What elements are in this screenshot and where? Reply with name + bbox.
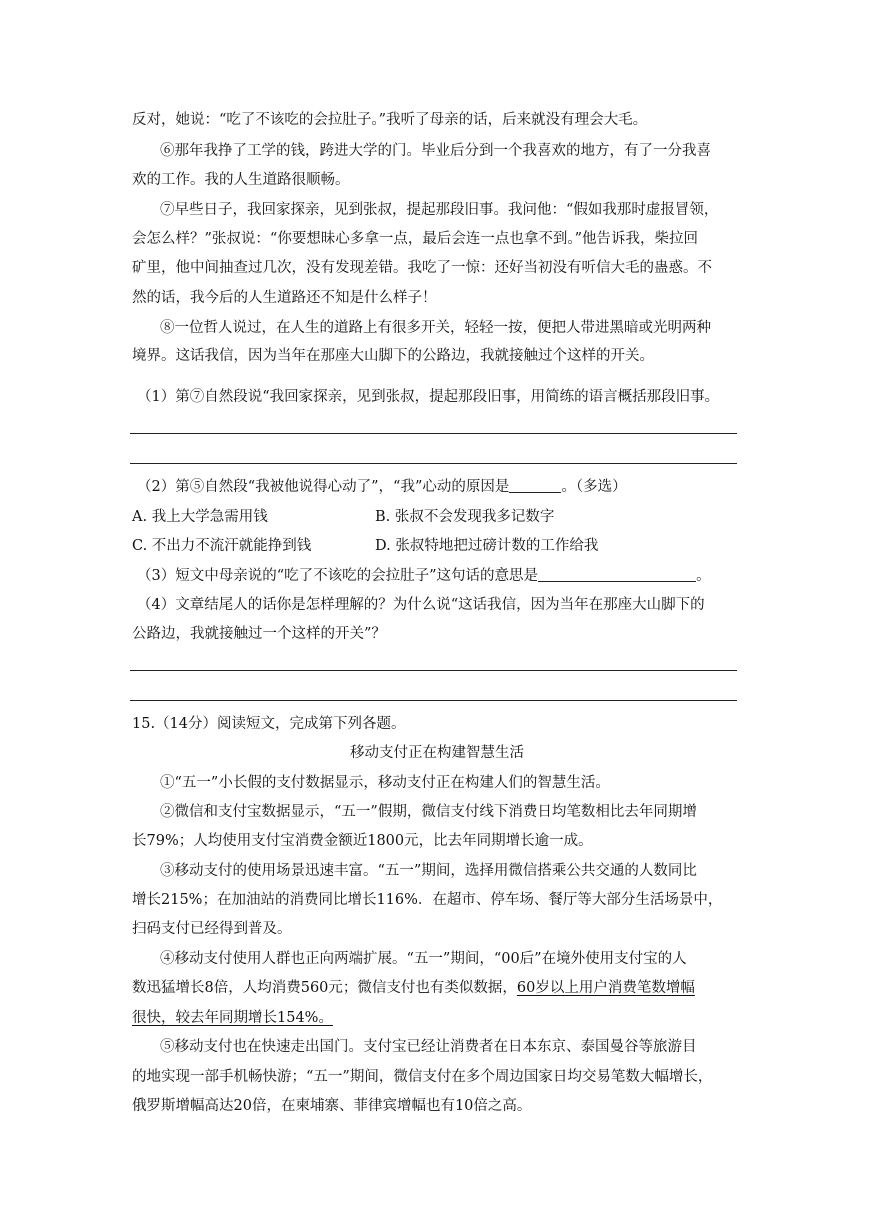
question-4-cont: 公路边，我就接触过一个这样的开关”？ [132,626,386,642]
answer-line-1a[interactable] [130,433,737,434]
paragraph-2-cont: 长79%；人均使用支付宝消费金额近1800元，比去年同期增长逾一成。 [132,833,593,849]
passage-line: 欢的工作。我的人生道路很顺畅。 [132,172,350,188]
paragraph-4-text: 数迅猛增长8倍，人均消费560元；微信支付也有类似数据， [132,980,517,996]
paragraph-3-cont: 扫码支付已经得到普及。 [132,921,292,937]
question-15-header: 15.（14分）阅读短文，完成第下列各题。 [132,716,406,732]
article-title: 移动支付正在构建智慧生活 [350,745,524,761]
question-2-suffix: 。（多选） [561,479,627,495]
paragraph-3-cont: 增长215%；在加油站的消费同比增长116%．在超市、停车场、餐厅等大部分生活场景中， [132,892,723,908]
option-b: B. 张叔不会发现我多记数字 [375,509,555,525]
question-1: （1）第⑦自然段说“我回家探亲，见到张叔，提起那段旧事，用简练的语言概括那段旧事。 [137,389,720,405]
answer-line-4b[interactable] [130,700,737,701]
paragraph-4: ④移动支付使用人群也正向两端扩展。“五一”期间，“00后”在境外使用支付宝的人 [160,951,687,967]
paragraph-7: ⑦早些日子，我回家探亲，见到张叔，提起那段旧事。我问他：“假如我那时虚报冒领， [160,202,719,218]
paragraph-5-cont: 俄罗斯增幅高达20倍，在柬埔寨、菲律宾增幅也有10倍之高。 [132,1098,532,1114]
passage-line: 矿里，他中间抽查过几次，没有发现差错。我吃了一惊：还好当初没有听信大毛的蛊惑。不 [132,260,712,276]
question-2 [137,477,742,497]
question-4: （4）文章结尾人的话你是怎样理解的？为什么说“这话我信，因为当年在那座大山脚下的 [137,597,705,613]
underlined-sentence: 60岁以上用户消费笔数增幅 [516,980,695,996]
paragraph-8: ⑧一位哲人说过，在人生的道路上有很多开关，轻轻一按，便把人带进黑暗或光明两种 [160,320,711,336]
option-c: C. 不出力不流汗就能挣到钱 [132,538,312,554]
question-2-text: （2）第⑤自然段“我被他说得心动了”，“我”心动的原因是 [137,479,510,495]
paragraph-3: ③移动支付的使用场景迅速丰富。“五一”期间，选择用微信搭乘公共交通的人数同比 [160,863,697,879]
paragraph-2: ②微信和支付宝数据显示，“五一”假期，微信支付线下消费日均笔数相比去年同期增 [160,804,697,820]
passage-line: 会怎么样？”张叔说：“你要想昧心多拿一点，最后会连一点也拿不到。”他告诉我，柴拉回 [132,231,698,247]
question-3 [137,566,742,586]
passage-line: 境界。这话我信，因为当年在那座大山脚下的公路边，我就接触过个这样的开关。 [132,348,654,364]
answer-blank-2[interactable] [509,478,561,493]
answer-line-4a[interactable] [130,670,737,671]
paragraph-1: ①“五一”小长假的支付数据显示，移动支付正在构建人们的智慧生活。 [160,775,610,791]
passage-line: 反对，她说：“吃了不该吃的会拉肚子。”我听了母亲的话，后来就没有理会大毛。 [132,112,648,128]
option-a: A. 我上大学急需用钱 [132,509,268,525]
question-3-suffix: 。 [696,568,711,584]
underlined-sentence-cont: 很快，较去年同期增长154%。 [132,1010,333,1026]
paragraph-6: ⑥那年我挣了工学的钱，跨进大学的门。毕业后分到一个我喜欢的地方，有了一分我喜 [160,143,711,159]
answer-line-1b[interactable] [130,463,737,464]
answer-blank-3[interactable] [538,567,696,582]
passage-line: 然的话，我今后的人生道路还不知是什么样子！ [132,290,437,306]
paragraph-4-cont [132,978,742,998]
paragraph-4-cont [132,1008,742,1028]
paragraph-5-cont: 的地实现一部手机畅快游；“五一”期间，微信支付在多个周边国家日均交易笔数大幅增长， [132,1069,713,1085]
paragraph-5: ⑤移动支付也在快速走出国门。支付宝已经让消费者在日本东京、泰国曼谷等旅游目 [160,1039,697,1055]
option-d: D. 张叔特地把过磅计数的工作给我 [375,538,599,554]
question-3-text: （3）短文中母亲说的“吃了不该吃的会拉肚子”这句话的意思是 [137,568,539,584]
